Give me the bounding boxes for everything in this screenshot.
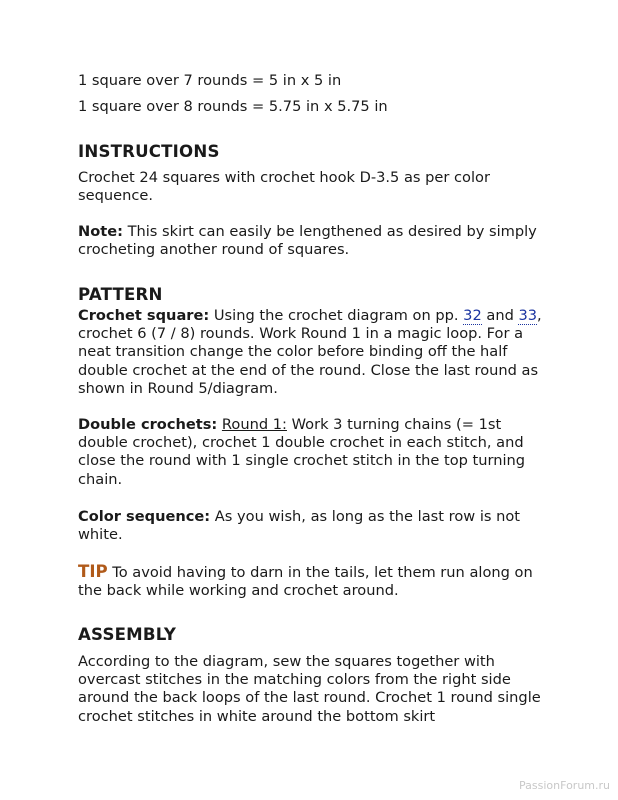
instructions-heading: INSTRUCTIONS: [78, 142, 220, 161]
watermark: PassionForum.ru: [519, 779, 610, 792]
instructions-body: Crochet 24 squares with crochet hook D-3.5 as per color sequence.: [78, 169, 490, 205]
tip-label: TIP: [78, 562, 108, 581]
instructions-text: [78, 169, 548, 205]
page-link-32[interactable]: 32: [463, 307, 482, 324]
double-crochets-paragraph: [78, 416, 548, 489]
assembly-text: According to the diagram, sew the squares together with overcast stitches in the matching colors from the right side around the back loops of the last round. Crochet 1 round single crochet stitches in white around the bottom skirt: [78, 653, 541, 725]
color-sequence-paragraph: [78, 508, 548, 544]
double-crochets-label: Double crochets:: [78, 416, 218, 433]
size-line-8-rounds: 1 square over 8 rounds = 5.75 in x 5.75 in: [78, 98, 388, 115]
round-1-label: Round 1:: [221, 416, 287, 433]
double-crochets-text: Work 3 turning chains (= 1st double crochet), crochet 1 double crochet in each stitch, and close the round with 1 single crochet stitch in the top turning chain.: [78, 416, 526, 488]
color-sequence-text: As you wish, as long as the last row is not white.: [78, 508, 521, 544]
tip-text: To avoid having to darn in the tails, let them run along on the back while working and crochet around.: [78, 564, 533, 600]
color-sequence-label: Color sequence:: [78, 508, 211, 525]
size-line-7-rounds: 1 square over 7 rounds = 5 in x 5 in: [78, 72, 342, 89]
note-label: Note:: [78, 223, 123, 240]
crochet-square-text-2: and: [481, 307, 519, 324]
tip-paragraph: [78, 563, 548, 600]
crochet-square-paragraph: [78, 307, 548, 398]
assembly-heading: ASSEMBLY: [78, 625, 177, 644]
note-text: This skirt can easily be lengthened as desired by simply crocheting another round of squares.: [78, 223, 537, 259]
crochet-square-text-3: , crochet 6 (7 / 8) rounds. Work Round 1 in a magic loop. For a neat transition change the color before binding off the half double crochet at the end of the round. Close the last round as shown in Round 5/diagram.: [78, 307, 542, 397]
page-link-33[interactable]: 33: [518, 307, 538, 324]
note-paragraph: [78, 223, 548, 259]
crochet-square-text-1: Using the crochet diagram on pp.: [209, 307, 464, 324]
pattern-heading: PATTERN: [78, 285, 163, 304]
crochet-square-label: Crochet square:: [78, 307, 210, 324]
